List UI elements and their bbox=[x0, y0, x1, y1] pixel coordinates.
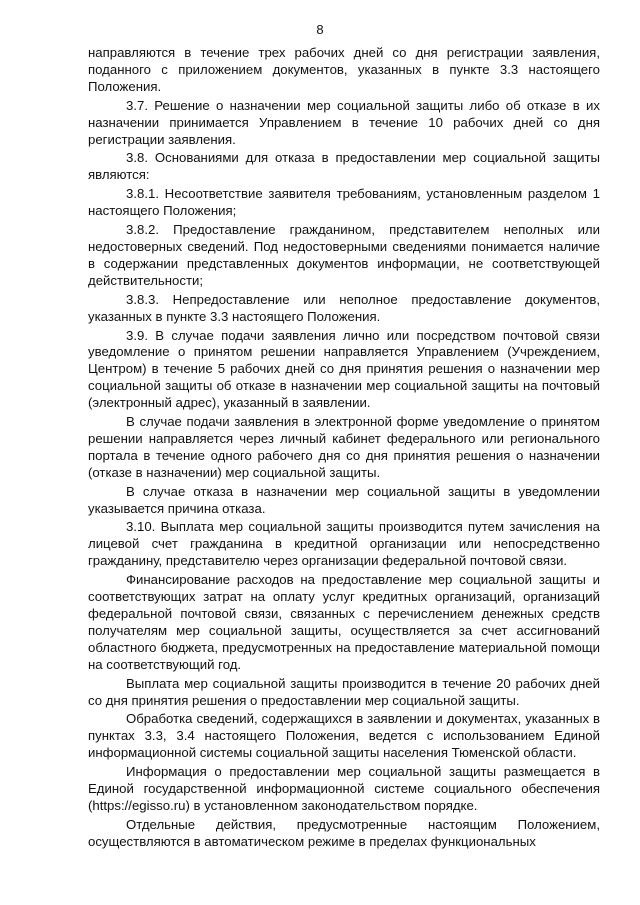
document-body bbox=[88, 45, 600, 851]
paragraph-data-processing: Обработка сведений, содержащихся в заявлении и документах, указанных в пунктах 3.3, 3.4 настоящего Положения, ведется с использованием Единой информационной системы социальной защиты населения Тюменской области. bbox=[88, 711, 600, 761]
paragraph-3-8-3: 3.8.3. Непредоставление или неполное предоставление документов, указанных в пункте 3.3 настоящего Положения. bbox=[88, 291, 600, 324]
paragraph-automatic-actions: Отдельные действия, предусмотренные настоящим Положением, осуществляются в автоматическом режиме в пределах функциональных bbox=[88, 816, 600, 849]
paragraph-egisso: Информация о предоставлении мер социальной защиты размещается в Единой государственной информационной системе социального обеспечения (https://egisso.ru) в установленном законодательством порядке. bbox=[88, 764, 600, 813]
paragraph-electronic-notice: В случае подачи заявления в электронной форме уведомление о принятом решении направляется через личный кабинет федерального или регионального портала в течение одного рабочего дня со дня принятия решения о назначении (отказе в назначении) мер социальной защиты. bbox=[88, 414, 600, 480]
paragraph: направляются в течение трех рабочих дней со дня регистрации заявления, поданного с приложением документов, указанных в пункте 3.3 настоящего Положения. bbox=[88, 45, 600, 94]
paragraph-3-8-2: 3.8.2. Предоставление гражданином, представителем неполных или недостоверных сведений. Под недостоверными сведениями понимается наличие в содержании представленных документов информации, не соответствующей действительности; bbox=[88, 222, 600, 288]
paragraph-3-8-1: 3.8.1. Несоответствие заявителя требованиям, установленным разделом 1 настоящего Положения; bbox=[88, 186, 600, 219]
paragraph-3-7: 3.7. Решение о назначении мер социальной защиты либо об отказе в их назначении принимается Управлением в течение 10 рабочих дней со дня регистрации заявления. bbox=[88, 97, 600, 147]
paragraph-refusal-reason: В случае отказа в назначении мер социальной защиты в уведомлении указывается причина отказа. bbox=[88, 483, 600, 516]
page-number: 8 bbox=[316, 22, 324, 37]
paragraph-3-10: 3.10. Выплата мер социальной защиты производится путем зачисления на лицевой счет гражданина в кредитной организации или непосредственно гражданину, представителю через организации федеральной почтовой связи. bbox=[88, 519, 600, 569]
paragraph-payment-term: Выплата мер социальной защиты производится в течение 20 рабочих дней со дня принятия решения о предоставлении мер социальной защиты. bbox=[88, 675, 600, 708]
paragraph-financing: Финансирование расходов на предоставление мер социальной защиты и соответствующих затрат на оплату услуг кредитных организаций, организаций федеральной почтовой связи, связанных с перечислением денежных средств получателям мер социальной защиты, осуществляется за счет ассигнований областного бюджета, предусмотренных на предоставление материальной помощи на соответствующий год. bbox=[88, 572, 600, 672]
paragraph-3-9: 3.9. В случае подачи заявления лично или посредством почтовой связи уведомление о принятом решении направляется Управлением (Учреждением, Центром) в течение 5 рабочих дней со дня принятия решения о назначении мер социальной защиты об отказе в назначении мер социальной защиты на почтовый (электронный адрес), указанный в заявлении. bbox=[88, 327, 600, 411]
paragraph-3-8: 3.8. Основаниями для отказа в предоставлении мер социальной защиты являются: bbox=[88, 150, 600, 183]
